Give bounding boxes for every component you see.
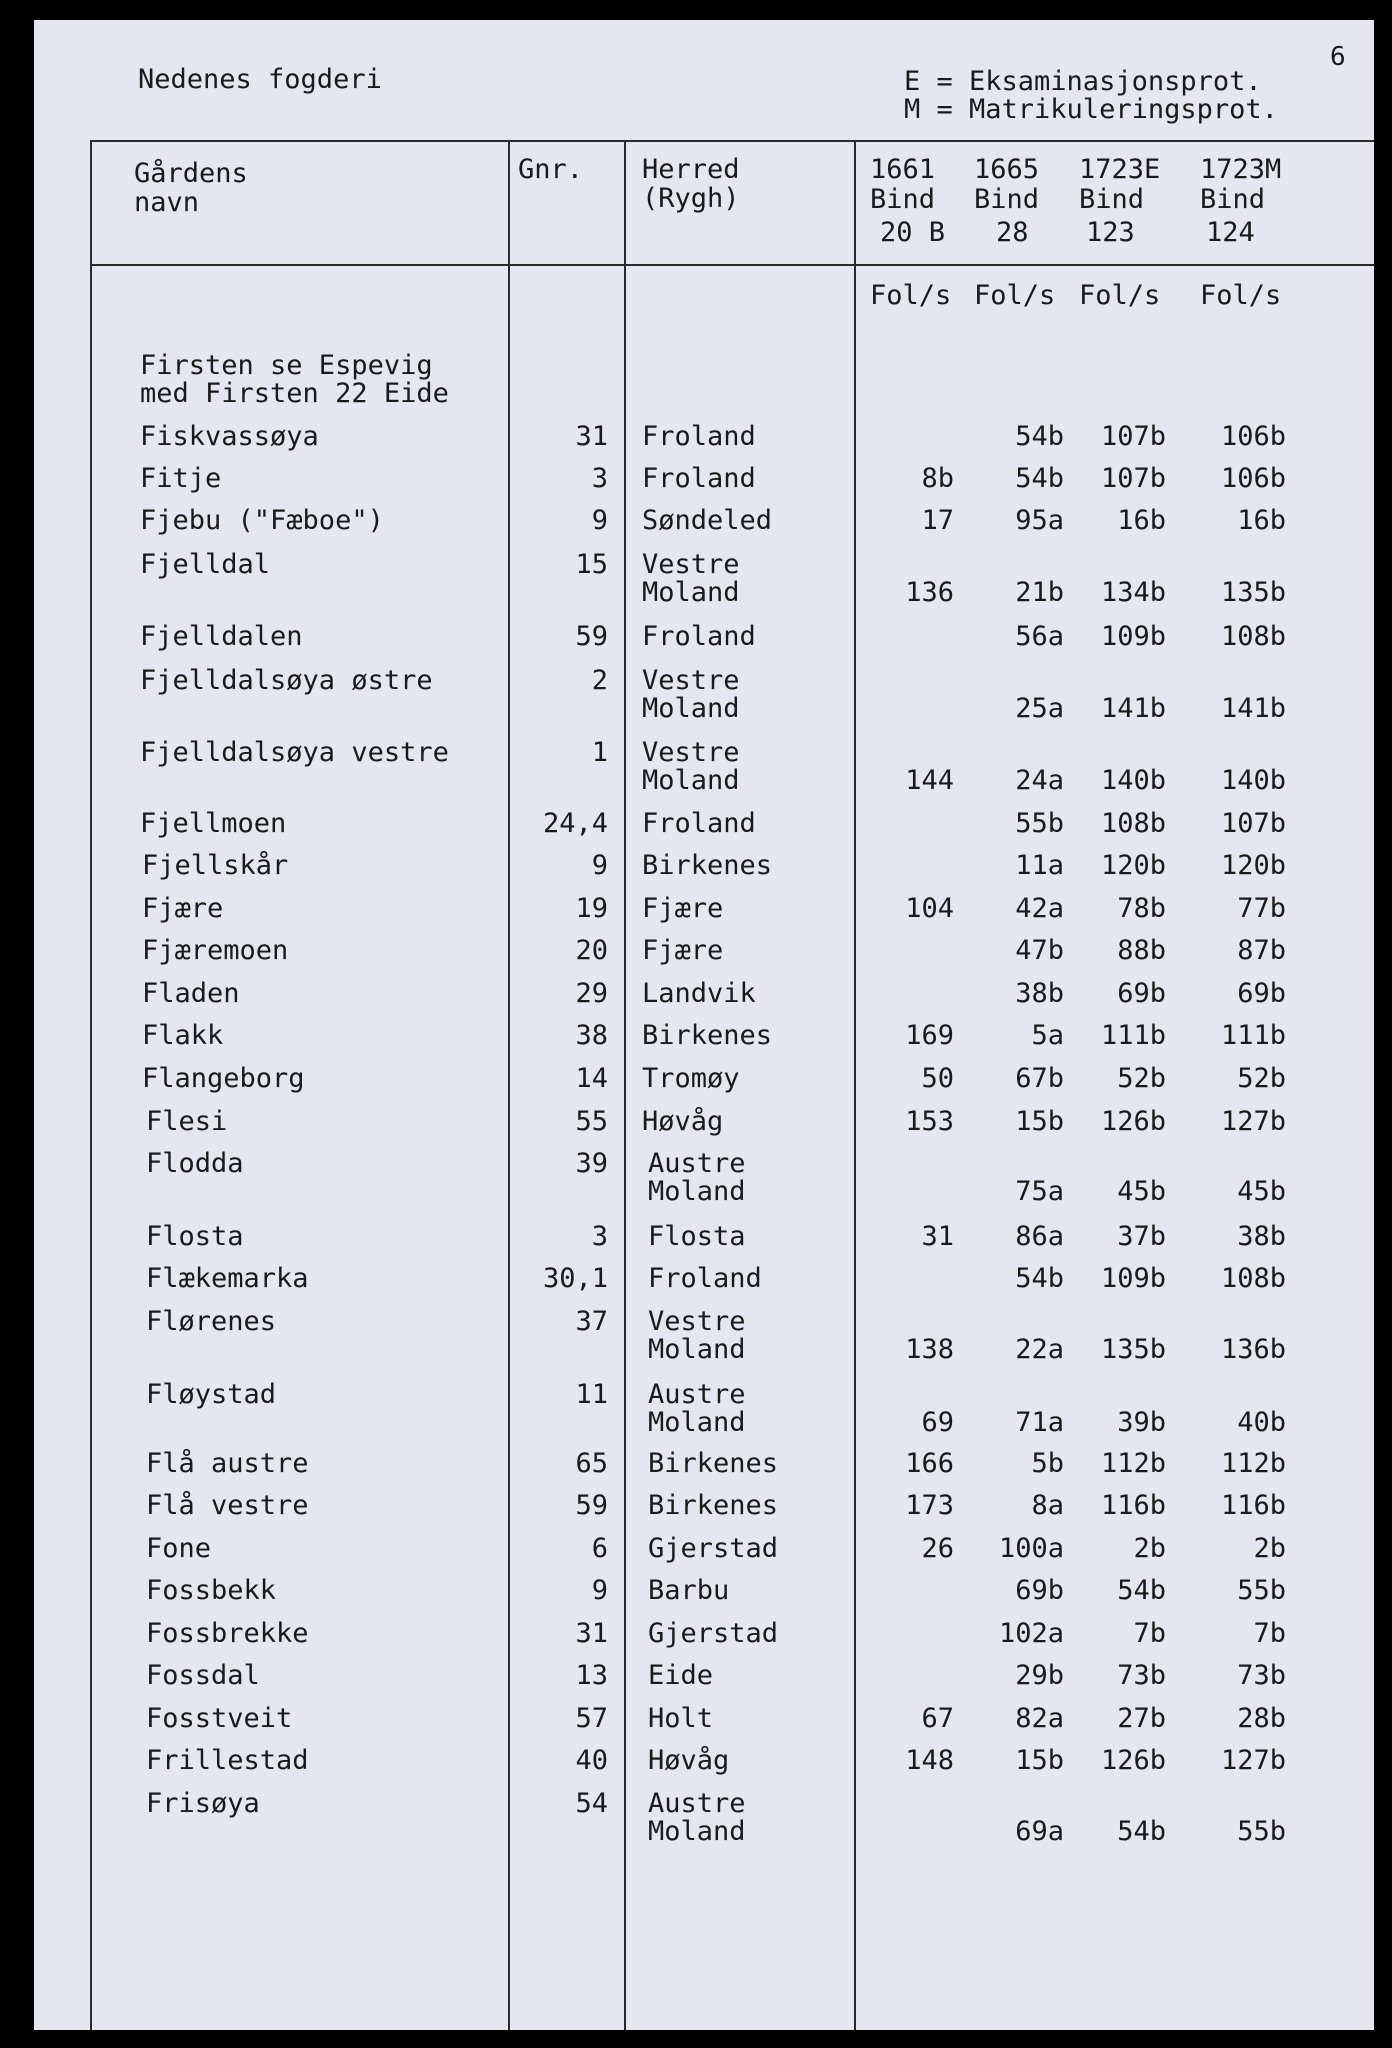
folio-1723m: 52b bbox=[1237, 1063, 1286, 1094]
farm-gnr: 19 bbox=[575, 893, 608, 924]
folio-1665: 82a bbox=[1015, 1703, 1064, 1734]
folio-label-1723m: Fol/s bbox=[1200, 280, 1282, 311]
table-row bbox=[34, 667, 1374, 727]
folio-1723e: 27b bbox=[1117, 1703, 1166, 1734]
table-row bbox=[34, 1022, 1374, 1056]
folio-1665: 95a bbox=[1015, 505, 1064, 536]
folio-1665: 86a bbox=[1015, 1221, 1064, 1252]
folio-1665: 69a bbox=[1015, 1816, 1064, 1847]
folio-1723m: 140b bbox=[1220, 765, 1286, 796]
folio-1665: 55b bbox=[1015, 808, 1064, 839]
folio-1723m: 28b bbox=[1237, 1703, 1286, 1734]
folio-1723e: 116b bbox=[1100, 1490, 1166, 1521]
farm-name: Flangeborg bbox=[142, 1063, 305, 1094]
header-1723m-year: 1723M bbox=[1200, 154, 1282, 185]
page-number: 6 bbox=[1330, 42, 1346, 72]
folio-1665: 42a bbox=[1015, 893, 1064, 924]
header-1665-volume: 28 bbox=[996, 217, 1029, 248]
folio-1723m: 127b bbox=[1220, 1106, 1286, 1137]
herred-line: Moland bbox=[648, 1407, 746, 1438]
herred-line: Fjære bbox=[642, 893, 724, 924]
farm-gnr: 1 bbox=[591, 737, 608, 768]
table-row bbox=[34, 623, 1374, 657]
table-row bbox=[34, 1065, 1374, 1099]
folio-1723e: 109b bbox=[1100, 1263, 1166, 1294]
header-1661-year: 1661 bbox=[870, 154, 936, 185]
herred-line: Froland bbox=[642, 421, 756, 452]
header-1665-bind: Bind bbox=[974, 184, 1040, 215]
farm-name: Fone bbox=[146, 1533, 212, 1564]
folio-1723m: 135b bbox=[1220, 577, 1286, 608]
folio-1661: 138 bbox=[905, 1334, 954, 1365]
table-row bbox=[34, 810, 1374, 844]
header-herred-line1: Herred bbox=[642, 154, 740, 185]
farm-gnr: 29 bbox=[575, 978, 608, 1009]
farm-name: Fjellskår bbox=[142, 850, 289, 881]
farm-gnr: 24,4 bbox=[542, 808, 608, 839]
herred-line: Birkenes bbox=[648, 1448, 779, 1479]
farm-gnr: 65 bbox=[575, 1448, 608, 1479]
herred-line: Birkenes bbox=[642, 1020, 773, 1051]
farm-name: Fjæremoen bbox=[142, 935, 289, 966]
folio-1723e: 39b bbox=[1117, 1407, 1166, 1438]
folio-1661: 8b bbox=[921, 463, 954, 494]
header-name-line2: navn bbox=[134, 187, 200, 218]
farm-gnr: 3 bbox=[591, 1221, 608, 1252]
table-row bbox=[34, 937, 1374, 971]
herred-line: Moland bbox=[642, 577, 740, 608]
table-row bbox=[34, 895, 1374, 929]
farm-gnr: 59 bbox=[575, 621, 608, 652]
folio-1723m: 111b bbox=[1220, 1020, 1286, 1051]
herred-line: Fjære bbox=[642, 935, 724, 966]
herred-line: Moland bbox=[642, 693, 740, 724]
folio-1661: 26 bbox=[921, 1533, 954, 1564]
herred-line: Vestre bbox=[642, 549, 740, 580]
table-row bbox=[34, 1150, 1374, 1210]
table-row bbox=[34, 551, 1374, 611]
table-top-rule bbox=[90, 140, 1374, 142]
farm-gnr: 30,1 bbox=[542, 1263, 608, 1294]
table-row bbox=[34, 1381, 1374, 1441]
folio-1723m: 69b bbox=[1237, 978, 1286, 1009]
folio-1723m: 108b bbox=[1220, 1263, 1286, 1294]
farm-name: Frillestad bbox=[146, 1745, 309, 1776]
folio-1665: 54b bbox=[1015, 421, 1064, 452]
herred-line: Moland bbox=[648, 1176, 746, 1207]
folio-1723m: 7b bbox=[1253, 1618, 1286, 1649]
table-row bbox=[34, 1492, 1374, 1526]
folio-1723m: 106b bbox=[1220, 463, 1286, 494]
table-row bbox=[34, 465, 1374, 499]
farm-gnr: 13 bbox=[575, 1660, 608, 1691]
folio-1665: 25a bbox=[1015, 693, 1064, 724]
folio-1723m: 87b bbox=[1237, 935, 1286, 966]
folio-1665: 54b bbox=[1015, 463, 1064, 494]
folio-1665: 15b bbox=[1015, 1106, 1064, 1137]
farm-name: Flå vestre bbox=[146, 1490, 309, 1521]
herred-line: Barbu bbox=[648, 1575, 730, 1606]
herred-line: Austre bbox=[648, 1148, 746, 1179]
herred-line: Birkenes bbox=[648, 1490, 779, 1521]
farm-gnr: 2 bbox=[591, 665, 608, 696]
farm-name: Fløystad bbox=[146, 1379, 277, 1410]
header-1723m-bind: Bind bbox=[1200, 184, 1266, 215]
table-row bbox=[34, 1450, 1374, 1484]
folio-label-1723e: Fol/s bbox=[1079, 280, 1161, 311]
herred-line: Austre bbox=[648, 1788, 746, 1819]
herred-line: Flosta bbox=[648, 1221, 746, 1252]
farm-name: Flodda bbox=[146, 1148, 244, 1179]
herred-line: Moland bbox=[642, 765, 740, 796]
folio-1661: 169 bbox=[905, 1020, 954, 1051]
folio-1723e: 54b bbox=[1117, 1816, 1166, 1847]
folio-1723e: 2b bbox=[1133, 1533, 1166, 1564]
folio-1723m: 55b bbox=[1237, 1575, 1286, 1606]
farm-gnr: 9 bbox=[591, 850, 608, 881]
table-row bbox=[34, 1577, 1374, 1611]
table-row bbox=[34, 1620, 1374, 1654]
folio-1723e: 107b bbox=[1100, 421, 1166, 452]
folio-1723m: 116b bbox=[1220, 1490, 1286, 1521]
header-1665-year: 1665 bbox=[974, 154, 1040, 185]
farm-name: Fjebu ("Fæboe") bbox=[140, 505, 384, 536]
farm-name: Frisøya bbox=[146, 1788, 260, 1819]
header-1723e-bind: Bind bbox=[1079, 184, 1145, 215]
folio-1723m: 16b bbox=[1237, 505, 1286, 536]
folio-1723e: 109b bbox=[1100, 621, 1166, 652]
herred-line: Vestre bbox=[642, 665, 740, 696]
folio-1661: 50 bbox=[921, 1063, 954, 1094]
folio-1723m: 2b bbox=[1253, 1533, 1286, 1564]
farm-name: Fjellmoen bbox=[140, 808, 287, 839]
header-1723m-volume: 124 bbox=[1206, 217, 1255, 248]
folio-1723m: 77b bbox=[1237, 893, 1286, 924]
header-1661-bind: Bind bbox=[870, 184, 936, 215]
table-row bbox=[34, 1535, 1374, 1569]
herred-line: Holt bbox=[648, 1703, 714, 1734]
table-row bbox=[34, 1308, 1374, 1368]
folio-1665: 54b bbox=[1015, 1263, 1064, 1294]
folio-1665: 67b bbox=[1015, 1063, 1064, 1094]
herred-line: Froland bbox=[642, 621, 756, 652]
farm-gnr: 6 bbox=[591, 1533, 608, 1564]
farm-gnr: 54 bbox=[575, 1788, 608, 1819]
table-row bbox=[34, 1790, 1374, 1850]
herred-line: Froland bbox=[642, 808, 756, 839]
herred-line: Austre bbox=[648, 1379, 746, 1410]
farm-gnr: 20 bbox=[575, 935, 608, 966]
folio-1723e: 45b bbox=[1117, 1176, 1166, 1207]
farm-gnr: 37 bbox=[575, 1306, 608, 1337]
herred-line: Moland bbox=[648, 1816, 746, 1847]
herred-line: Høvåg bbox=[648, 1745, 730, 1776]
herred-line: Froland bbox=[642, 463, 756, 494]
farm-gnr: 3 bbox=[591, 463, 608, 494]
farm-name: Flosta bbox=[146, 1221, 244, 1252]
folio-1723m: 45b bbox=[1237, 1176, 1286, 1207]
folio-1723e: 16b bbox=[1117, 505, 1166, 536]
header-1661-volume: 20 B bbox=[880, 217, 946, 248]
folio-1723m: 112b bbox=[1220, 1448, 1286, 1479]
folio-1723e: 108b bbox=[1100, 808, 1166, 839]
herred-line: Eide bbox=[648, 1660, 714, 1691]
folio-1723e: 112b bbox=[1100, 1448, 1166, 1479]
herred-line: Moland bbox=[648, 1334, 746, 1365]
legend-line-m: M = Matrikuleringsprot. bbox=[904, 94, 1278, 125]
document-page bbox=[34, 20, 1374, 2030]
folio-1723e: 54b bbox=[1117, 1575, 1166, 1606]
folio-1665: 102a bbox=[998, 1618, 1064, 1649]
farm-name: Fjære bbox=[142, 893, 224, 924]
header-bottom-rule bbox=[90, 264, 1374, 266]
folio-1661: 17 bbox=[921, 505, 954, 536]
folio-1661: 144 bbox=[905, 765, 954, 796]
farm-name: Fjelldalen bbox=[140, 621, 303, 652]
folio-1723m: 55b bbox=[1237, 1816, 1286, 1847]
herred-line: Tromøy bbox=[642, 1063, 740, 1094]
table-row bbox=[34, 852, 1374, 886]
folio-1723e: 88b bbox=[1117, 935, 1166, 966]
folio-1661: 166 bbox=[905, 1448, 954, 1479]
folio-1661: 173 bbox=[905, 1490, 954, 1521]
folio-1723e: 37b bbox=[1117, 1221, 1166, 1252]
farm-gnr: 15 bbox=[575, 549, 608, 580]
folio-1723e: 7b bbox=[1133, 1618, 1166, 1649]
herred-line: Birkenes bbox=[642, 850, 773, 881]
farm-name: Flesi bbox=[146, 1106, 228, 1137]
folio-1665: 21b bbox=[1015, 577, 1064, 608]
farm-gnr: 11 bbox=[575, 1379, 608, 1410]
table-row bbox=[34, 423, 1374, 457]
folio-1665: 56a bbox=[1015, 621, 1064, 652]
note-line1: Firsten se Espevig bbox=[140, 350, 433, 381]
folio-1665: 47b bbox=[1015, 935, 1064, 966]
table-row bbox=[34, 1223, 1374, 1257]
folio-1661: 67 bbox=[921, 1703, 954, 1734]
herred-line: Vestre bbox=[648, 1306, 746, 1337]
herred-line: Gjerstad bbox=[648, 1618, 779, 1649]
folio-1665: 22a bbox=[1015, 1334, 1064, 1365]
folio-1723e: 141b bbox=[1100, 693, 1166, 724]
folio-1723m: 127b bbox=[1220, 1745, 1286, 1776]
folio-1723e: 126b bbox=[1100, 1745, 1166, 1776]
farm-name: Fjelldal bbox=[140, 549, 271, 580]
note-line2: med Firsten 22 Eide bbox=[140, 378, 449, 409]
folio-1723m: 73b bbox=[1237, 1660, 1286, 1691]
folio-1723e: 120b bbox=[1100, 850, 1166, 881]
folio-1661: 153 bbox=[905, 1106, 954, 1137]
herred-line: Søndeled bbox=[642, 505, 773, 536]
folio-1723e: 107b bbox=[1100, 463, 1166, 494]
farm-name: Flørenes bbox=[146, 1306, 277, 1337]
folio-1665: 5b bbox=[1031, 1448, 1064, 1479]
farm-name: Fosstveit bbox=[146, 1703, 293, 1734]
folio-1665: 69b bbox=[1015, 1575, 1064, 1606]
farm-gnr: 40 bbox=[575, 1745, 608, 1776]
folio-1723e: 73b bbox=[1117, 1660, 1166, 1691]
farm-name: Flækemarka bbox=[146, 1263, 309, 1294]
folio-1723m: 141b bbox=[1220, 693, 1286, 724]
folio-1723e: 69b bbox=[1117, 978, 1166, 1009]
page-title: Nedenes fogderi bbox=[138, 64, 382, 95]
herred-line: Froland bbox=[648, 1263, 762, 1294]
folio-1661: 148 bbox=[905, 1745, 954, 1776]
folio-1723m: 40b bbox=[1237, 1407, 1286, 1438]
folio-1723m: 107b bbox=[1220, 808, 1286, 839]
farm-name: Fossbrekke bbox=[146, 1618, 309, 1649]
farm-gnr: 38 bbox=[575, 1020, 608, 1051]
legend-line-e: E = Eksaminasjonsprot. bbox=[904, 66, 1262, 97]
farm-name: Fossbekk bbox=[146, 1575, 277, 1606]
header-name-line1: Gårdens bbox=[134, 158, 248, 189]
folio-1665: 71a bbox=[1015, 1407, 1064, 1438]
header-herred-line2: (Rygh) bbox=[642, 183, 740, 214]
farm-gnr: 31 bbox=[575, 421, 608, 452]
folio-1661: 136 bbox=[905, 577, 954, 608]
folio-1665: 38b bbox=[1015, 978, 1064, 1009]
folio-1723m: 106b bbox=[1220, 421, 1286, 452]
herred-line: Gjerstad bbox=[648, 1533, 779, 1564]
folio-1665: 15b bbox=[1015, 1745, 1064, 1776]
folio-1723e: 126b bbox=[1100, 1106, 1166, 1137]
folio-1723m: 120b bbox=[1220, 850, 1286, 881]
farm-name: Flå austre bbox=[146, 1448, 309, 1479]
folio-1665: 100a bbox=[998, 1533, 1064, 1564]
header-gnr: Gnr. bbox=[518, 154, 584, 185]
herred-line: Høvåg bbox=[642, 1106, 724, 1137]
herred-line: Landvik bbox=[642, 978, 756, 1009]
table-row bbox=[34, 1705, 1374, 1739]
table-row bbox=[34, 1662, 1374, 1696]
farm-name: Fitje bbox=[140, 463, 222, 494]
folio-label-1665: Fol/s bbox=[974, 280, 1056, 311]
folio-1665: 11a bbox=[1015, 850, 1064, 881]
header-1723e-year: 1723E bbox=[1079, 154, 1161, 185]
herred-line: Vestre bbox=[642, 737, 740, 768]
folio-1665: 24a bbox=[1015, 765, 1064, 796]
table-row bbox=[34, 507, 1374, 541]
farm-name: Flakk bbox=[142, 1020, 224, 1051]
farm-gnr: 57 bbox=[575, 1703, 608, 1734]
folio-1665: 75a bbox=[1015, 1176, 1064, 1207]
table-row bbox=[34, 1265, 1374, 1299]
folio-1665: 8a bbox=[1031, 1490, 1064, 1521]
farm-name: Fjelldalsøya vestre bbox=[140, 737, 449, 768]
folio-1723e: 78b bbox=[1117, 893, 1166, 924]
folio-1665: 29b bbox=[1015, 1660, 1064, 1691]
table-row bbox=[34, 739, 1374, 799]
folio-1723e: 134b bbox=[1100, 577, 1166, 608]
farm-gnr: 55 bbox=[575, 1106, 608, 1137]
folio-1723e: 52b bbox=[1117, 1063, 1166, 1094]
folio-label-1661: Fol/s bbox=[870, 280, 952, 311]
table-row bbox=[34, 1747, 1374, 1781]
farm-name: Fladen bbox=[142, 978, 240, 1009]
farm-name: Fjelldalsøya østre bbox=[140, 665, 433, 696]
folio-1661: 69 bbox=[921, 1407, 954, 1438]
folio-1661: 31 bbox=[921, 1221, 954, 1252]
farm-gnr: 14 bbox=[575, 1063, 608, 1094]
folio-1723m: 136b bbox=[1220, 1334, 1286, 1365]
folio-1665: 5a bbox=[1031, 1020, 1064, 1051]
farm-gnr: 31 bbox=[575, 1618, 608, 1649]
farm-name: Fiskvassøya bbox=[140, 421, 319, 452]
folio-1723m: 38b bbox=[1237, 1221, 1286, 1252]
table-row bbox=[34, 1108, 1374, 1142]
farm-gnr: 9 bbox=[591, 1575, 608, 1606]
folio-1661: 104 bbox=[905, 893, 954, 924]
folio-1723e: 135b bbox=[1100, 1334, 1166, 1365]
farm-name: Fossdal bbox=[146, 1660, 260, 1691]
folio-1723m: 108b bbox=[1220, 621, 1286, 652]
folio-1723e: 140b bbox=[1100, 765, 1166, 796]
table-row bbox=[34, 980, 1374, 1014]
folio-1723e: 111b bbox=[1100, 1020, 1166, 1051]
farm-gnr: 9 bbox=[591, 505, 608, 536]
farm-gnr: 59 bbox=[575, 1490, 608, 1521]
farm-gnr: 39 bbox=[575, 1148, 608, 1179]
header-1723e-volume: 123 bbox=[1086, 217, 1135, 248]
